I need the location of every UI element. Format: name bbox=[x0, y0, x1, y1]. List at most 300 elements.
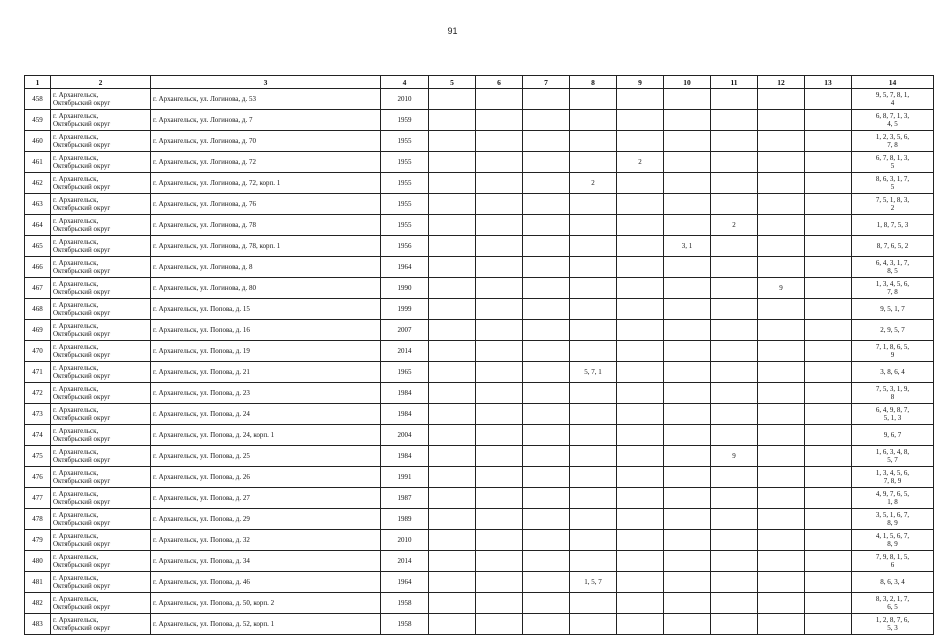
value-cell-9 bbox=[617, 509, 664, 530]
value-line: 8, 6, 3, 4 bbox=[880, 578, 905, 586]
value-line: 7, 5, 1, 8, 3, bbox=[875, 196, 910, 204]
value-cell-5 bbox=[429, 152, 476, 173]
value-cell-5 bbox=[429, 530, 476, 551]
value-cell-9: 2 bbox=[617, 152, 664, 173]
value-cell-10 bbox=[664, 341, 711, 362]
value-cell-8 bbox=[570, 467, 617, 488]
value-line: 8, 7, 6, 5, 2 bbox=[876, 242, 909, 250]
address-cell: г. Архангельск, ул. Попова, д. 24 bbox=[151, 404, 381, 425]
address-cell: г. Архангельск, ул. Попова, д. 16 bbox=[151, 320, 381, 341]
value-cell-14 bbox=[852, 551, 934, 572]
district-line: Октябрьский округ bbox=[53, 561, 111, 569]
value-cell-5 bbox=[429, 257, 476, 278]
value-cell-9 bbox=[617, 551, 664, 572]
value-cell-11 bbox=[711, 530, 758, 551]
value-cell-6 bbox=[476, 341, 523, 362]
value-cell-13 bbox=[805, 278, 852, 299]
year-cell: 2004 bbox=[381, 425, 429, 446]
value-cell-12 bbox=[758, 509, 805, 530]
row-number-cell: 476 bbox=[25, 467, 51, 488]
value-cell-13 bbox=[805, 89, 852, 110]
value-cell-7 bbox=[523, 341, 570, 362]
value-cell-7 bbox=[523, 299, 570, 320]
value-cell-12 bbox=[758, 299, 805, 320]
value-cell-14 bbox=[852, 173, 934, 194]
value-cell-13 bbox=[805, 131, 852, 152]
table-body bbox=[25, 89, 934, 635]
value-cell-11 bbox=[711, 236, 758, 257]
table-row bbox=[25, 341, 934, 362]
value-cell-8 bbox=[570, 593, 617, 614]
row-number-cell: 470 bbox=[25, 341, 51, 362]
value-cell-6 bbox=[476, 320, 523, 341]
district-line: Октябрьский округ bbox=[53, 330, 111, 338]
district-line: Октябрьский округ bbox=[53, 246, 111, 254]
value-cell-9 bbox=[617, 257, 664, 278]
year-cell: 1965 bbox=[381, 362, 429, 383]
district-cell bbox=[51, 110, 151, 131]
value-cell-5 bbox=[429, 215, 476, 236]
row-number-cell: 465 bbox=[25, 236, 51, 257]
value-cell-5 bbox=[429, 173, 476, 194]
value-line: 9, 5, 1, 7 bbox=[880, 305, 905, 313]
value-line: 7, 8 bbox=[887, 288, 898, 296]
district-line: Октябрьский округ bbox=[53, 456, 111, 464]
row-number-cell: 475 bbox=[25, 446, 51, 467]
value-line: 4, 9, 7, 6, 5, bbox=[875, 490, 910, 498]
value-cell-11 bbox=[711, 551, 758, 572]
table-row bbox=[25, 194, 934, 215]
value-line: 7, 8 bbox=[887, 141, 898, 149]
value-cell-8 bbox=[570, 299, 617, 320]
value-cell-14 bbox=[852, 509, 934, 530]
value-cell-5 bbox=[429, 446, 476, 467]
value-cell-6 bbox=[476, 404, 523, 425]
row-number-cell: 460 bbox=[25, 131, 51, 152]
table-row bbox=[25, 320, 934, 341]
district-line: г. Архангельск, bbox=[53, 322, 99, 330]
column-header: 2 bbox=[51, 76, 151, 89]
value-cell-11 bbox=[711, 383, 758, 404]
value-cell-13 bbox=[805, 551, 852, 572]
value-line: 5, 3 bbox=[887, 624, 898, 632]
value-line: 1, 8 bbox=[887, 498, 898, 506]
row-number-cell: 481 bbox=[25, 572, 51, 593]
address-cell: г. Архангельск, ул. Попова, д. 34 bbox=[151, 551, 381, 572]
value-cell-8 bbox=[570, 278, 617, 299]
value-cell-11 bbox=[711, 89, 758, 110]
address-cell: г. Архангельск, ул. Попова, д. 46 bbox=[151, 572, 381, 593]
value-cell-8 bbox=[570, 257, 617, 278]
district-line: Октябрьский округ bbox=[53, 351, 111, 359]
column-header: 10 bbox=[664, 76, 711, 89]
value-cell-9 bbox=[617, 530, 664, 551]
value-cell-12 bbox=[758, 89, 805, 110]
year-cell: 2010 bbox=[381, 530, 429, 551]
column-header: 13 bbox=[805, 76, 852, 89]
value-line: 6, 4, 3, 1, 7, bbox=[875, 259, 910, 267]
value-line: 6, 8, 7, 1, 3, bbox=[875, 112, 910, 120]
value-cell-11 bbox=[711, 152, 758, 173]
value-cell-9 bbox=[617, 488, 664, 509]
value-cell-5 bbox=[429, 614, 476, 635]
value-cell-9 bbox=[617, 89, 664, 110]
district-line: г. Архангельск, bbox=[53, 385, 99, 393]
value-cell-9 bbox=[617, 383, 664, 404]
value-cell-14 bbox=[852, 425, 934, 446]
district-cell bbox=[51, 593, 151, 614]
value-cell-12 bbox=[758, 215, 805, 236]
value-cell-11 bbox=[711, 425, 758, 446]
district-line: г. Архангельск, bbox=[53, 574, 99, 582]
table-row bbox=[25, 572, 934, 593]
value-line: 5, 1, 3 bbox=[883, 414, 902, 422]
value-line: 7, 9, 8, 1, 5, bbox=[875, 553, 910, 561]
year-cell: 1984 bbox=[381, 404, 429, 425]
value-cell-10 bbox=[664, 530, 711, 551]
value-cell-14 bbox=[852, 446, 934, 467]
value-cell-13 bbox=[805, 509, 852, 530]
row-number-cell: 467 bbox=[25, 278, 51, 299]
address-cell: г. Архангельск, ул. Попова, д. 52, корп. 1 bbox=[151, 614, 381, 635]
district-cell bbox=[51, 467, 151, 488]
value-cell-9 bbox=[617, 299, 664, 320]
value-cell-8 bbox=[570, 131, 617, 152]
value-cell-6 bbox=[476, 131, 523, 152]
value-cell-13 bbox=[805, 614, 852, 635]
year-cell: 1964 bbox=[381, 257, 429, 278]
district-cell bbox=[51, 572, 151, 593]
value-cell-7 bbox=[523, 278, 570, 299]
address-cell: г. Архангельск, ул. Попова, д. 50, корп. 2 bbox=[151, 593, 381, 614]
value-cell-13 bbox=[805, 488, 852, 509]
address-cell: г. Архангельск, ул. Попова, д. 27 bbox=[151, 488, 381, 509]
value-cell-12 bbox=[758, 131, 805, 152]
value-cell-5 bbox=[429, 362, 476, 383]
value-line: 7, 8, 9 bbox=[883, 477, 902, 485]
value-cell-7 bbox=[523, 89, 570, 110]
value-line: 5, 7 bbox=[887, 456, 898, 464]
value-line: 1, 2, 8, 7, 6, bbox=[875, 616, 910, 624]
value-cell-14 bbox=[852, 572, 934, 593]
value-cell-13 bbox=[805, 467, 852, 488]
district-line: Октябрьский округ bbox=[53, 120, 111, 128]
value-cell-14 bbox=[852, 488, 934, 509]
value-cell-7 bbox=[523, 572, 570, 593]
table-row bbox=[25, 89, 934, 110]
district-line: Октябрьский округ bbox=[53, 162, 111, 170]
value-cell-6 bbox=[476, 383, 523, 404]
value-cell-5 bbox=[429, 341, 476, 362]
value-cell-7 bbox=[523, 467, 570, 488]
value-line: 7, 1, 8, 6, 5, bbox=[875, 343, 910, 351]
value-cell-13 bbox=[805, 194, 852, 215]
value-cell-6 bbox=[476, 530, 523, 551]
column-header: 5 bbox=[429, 76, 476, 89]
value-cell-11 bbox=[711, 509, 758, 530]
address-cell: г. Архангельск, ул. Попова, д. 21 bbox=[151, 362, 381, 383]
column-header: 4 bbox=[381, 76, 429, 89]
value-cell-6 bbox=[476, 614, 523, 635]
district-line: г. Архангельск, bbox=[53, 532, 99, 540]
value-cell-8 bbox=[570, 152, 617, 173]
district-cell bbox=[51, 152, 151, 173]
address-cell: г. Архангельск, ул. Логинова, д. 78, корп. 1 bbox=[151, 236, 381, 257]
value-line: 5 bbox=[890, 162, 895, 170]
value-line: 6, 4, 9, 8, 7, bbox=[875, 406, 910, 414]
year-cell: 1989 bbox=[381, 509, 429, 530]
value-cell-9 bbox=[617, 215, 664, 236]
value-cell-14 bbox=[852, 299, 934, 320]
value-cell-10 bbox=[664, 425, 711, 446]
table-row bbox=[25, 467, 934, 488]
row-number-cell: 480 bbox=[25, 551, 51, 572]
value-cell-10: 3, 1 bbox=[664, 236, 711, 257]
value-cell-7 bbox=[523, 488, 570, 509]
year-cell: 1958 bbox=[381, 593, 429, 614]
district-line: г. Архангельск, bbox=[53, 406, 99, 414]
value-cell-8 bbox=[570, 215, 617, 236]
value-cell-7 bbox=[523, 110, 570, 131]
value-line: 5 bbox=[890, 183, 895, 191]
value-cell-6 bbox=[476, 89, 523, 110]
value-cell-12 bbox=[758, 341, 805, 362]
address-cell: г. Архангельск, ул. Попова, д. 23 bbox=[151, 383, 381, 404]
district-cell bbox=[51, 215, 151, 236]
value-cell-11 bbox=[711, 320, 758, 341]
value-cell-7 bbox=[523, 131, 570, 152]
value-cell-10 bbox=[664, 131, 711, 152]
value-cell-9 bbox=[617, 173, 664, 194]
value-cell-7 bbox=[523, 530, 570, 551]
table-row bbox=[25, 593, 934, 614]
district-line: г. Архангельск, bbox=[53, 595, 99, 603]
value-cell-5 bbox=[429, 593, 476, 614]
value-cell-10 bbox=[664, 194, 711, 215]
value-cell-14 bbox=[852, 362, 934, 383]
value-cell-5 bbox=[429, 89, 476, 110]
value-cell-8 bbox=[570, 194, 617, 215]
row-number-cell: 461 bbox=[25, 152, 51, 173]
value-cell-8 bbox=[570, 110, 617, 131]
district-cell bbox=[51, 509, 151, 530]
value-cell-12 bbox=[758, 572, 805, 593]
value-cell-13 bbox=[805, 425, 852, 446]
district-cell bbox=[51, 131, 151, 152]
value-cell-12 bbox=[758, 152, 805, 173]
value-cell-10 bbox=[664, 509, 711, 530]
value-line: 7, 5, 3, 1, 9, bbox=[875, 385, 910, 393]
value-cell-12 bbox=[758, 404, 805, 425]
value-cell-11 bbox=[711, 404, 758, 425]
value-cell-12 bbox=[758, 593, 805, 614]
value-cell-6 bbox=[476, 299, 523, 320]
value-cell-11 bbox=[711, 173, 758, 194]
value-cell-14 bbox=[852, 152, 934, 173]
value-cell-5 bbox=[429, 425, 476, 446]
value-cell-13 bbox=[805, 110, 852, 131]
value-cell-9 bbox=[617, 572, 664, 593]
district-line: г. Архангельск, bbox=[53, 91, 99, 99]
value-cell-11 bbox=[711, 278, 758, 299]
district-line: Октябрьский округ bbox=[53, 183, 111, 191]
district-line: Октябрьский округ bbox=[53, 498, 111, 506]
district-cell bbox=[51, 425, 151, 446]
value-cell-12 bbox=[758, 530, 805, 551]
value-cell-7 bbox=[523, 383, 570, 404]
value-line: 8, 6, 3, 1, 7, bbox=[875, 175, 910, 183]
table-row bbox=[25, 383, 934, 404]
district-cell bbox=[51, 551, 151, 572]
district-line: г. Архангельск, bbox=[53, 616, 99, 624]
address-cell: г. Архангельск, ул. Попова, д. 19 bbox=[151, 341, 381, 362]
row-number-cell: 464 bbox=[25, 215, 51, 236]
value-cell-14 bbox=[852, 530, 934, 551]
column-header: 11 bbox=[711, 76, 758, 89]
district-cell bbox=[51, 236, 151, 257]
year-cell: 2007 bbox=[381, 320, 429, 341]
district-line: г. Архангельск, bbox=[53, 196, 99, 204]
value-cell-7 bbox=[523, 509, 570, 530]
address-cell: г. Архангельск, ул. Логинова, д. 72 bbox=[151, 152, 381, 173]
row-number-cell: 471 bbox=[25, 362, 51, 383]
district-line: г. Архангельск, bbox=[53, 343, 99, 351]
value-cell-8 bbox=[570, 236, 617, 257]
table-row bbox=[25, 551, 934, 572]
district-line: Октябрьский округ bbox=[53, 372, 111, 380]
value-cell-6 bbox=[476, 257, 523, 278]
value-cell-13 bbox=[805, 320, 852, 341]
value-line: 1, 2, 3, 5, 6, bbox=[875, 133, 910, 141]
value-cell-8 bbox=[570, 341, 617, 362]
value-cell-8 bbox=[570, 509, 617, 530]
district-line: г. Архангельск, bbox=[53, 259, 99, 267]
value-line: 6, 7, 8, 1, 3, bbox=[875, 154, 910, 162]
value-cell-14 bbox=[852, 257, 934, 278]
row-number-cell: 477 bbox=[25, 488, 51, 509]
year-cell: 2010 bbox=[381, 89, 429, 110]
district-line: Октябрьский округ bbox=[53, 288, 111, 296]
value-cell-12: 9 bbox=[758, 278, 805, 299]
value-cell-14 bbox=[852, 383, 934, 404]
district-cell bbox=[51, 89, 151, 110]
district-line: г. Архангельск, bbox=[53, 553, 99, 561]
address-cell: г. Архангельск, ул. Попова, д. 32 bbox=[151, 530, 381, 551]
table-row bbox=[25, 404, 934, 425]
value-cell-10 bbox=[664, 173, 711, 194]
value-cell-6 bbox=[476, 551, 523, 572]
district-cell bbox=[51, 383, 151, 404]
value-cell-10 bbox=[664, 362, 711, 383]
address-cell: г. Архангельск, ул. Логинова, д. 72, корп. 1 bbox=[151, 173, 381, 194]
district-cell bbox=[51, 614, 151, 635]
value-cell-7 bbox=[523, 446, 570, 467]
column-header: 14 bbox=[852, 76, 934, 89]
value-cell-14 bbox=[852, 593, 934, 614]
value-cell-7 bbox=[523, 551, 570, 572]
value-cell-8: 1, 5, 7 bbox=[570, 572, 617, 593]
table-row bbox=[25, 257, 934, 278]
district-line: Октябрьский округ bbox=[53, 99, 111, 107]
value-cell-10 bbox=[664, 320, 711, 341]
row-number-cell: 469 bbox=[25, 320, 51, 341]
value-cell-11: 2 bbox=[711, 215, 758, 236]
value-cell-12 bbox=[758, 383, 805, 404]
table-row bbox=[25, 614, 934, 635]
value-cell-6 bbox=[476, 572, 523, 593]
value-cell-9 bbox=[617, 467, 664, 488]
value-cell-12 bbox=[758, 467, 805, 488]
value-cell-13 bbox=[805, 236, 852, 257]
value-cell-12 bbox=[758, 446, 805, 467]
value-cell-8 bbox=[570, 614, 617, 635]
row-number-cell: 468 bbox=[25, 299, 51, 320]
value-cell-8 bbox=[570, 404, 617, 425]
value-line: 1, 8, 7, 5, 3 bbox=[876, 221, 909, 229]
column-header: 9 bbox=[617, 76, 664, 89]
value-cell-8 bbox=[570, 89, 617, 110]
value-cell-7 bbox=[523, 362, 570, 383]
district-cell bbox=[51, 446, 151, 467]
table-row bbox=[25, 173, 934, 194]
district-cell bbox=[51, 194, 151, 215]
value-cell-14 bbox=[852, 89, 934, 110]
value-cell-9 bbox=[617, 446, 664, 467]
year-cell: 1984 bbox=[381, 446, 429, 467]
value-cell-7 bbox=[523, 404, 570, 425]
row-number-cell: 478 bbox=[25, 509, 51, 530]
table-row bbox=[25, 488, 934, 509]
year-cell: 1958 bbox=[381, 614, 429, 635]
address-cell: г. Архангельск, ул. Попова, д. 15 bbox=[151, 299, 381, 320]
district-line: Октябрьский округ bbox=[53, 477, 111, 485]
value-cell-5 bbox=[429, 131, 476, 152]
value-cell-9 bbox=[617, 278, 664, 299]
value-cell-14 bbox=[852, 614, 934, 635]
table-row bbox=[25, 446, 934, 467]
value-cell-11 bbox=[711, 299, 758, 320]
value-cell-8 bbox=[570, 425, 617, 446]
table-row bbox=[25, 299, 934, 320]
value-cell-6 bbox=[476, 152, 523, 173]
column-header: 6 bbox=[476, 76, 523, 89]
value-cell-10 bbox=[664, 152, 711, 173]
value-cell-8: 2 bbox=[570, 173, 617, 194]
value-cell-5 bbox=[429, 383, 476, 404]
value-line: 4 bbox=[890, 99, 895, 107]
district-line: г. Архангельск, bbox=[53, 175, 99, 183]
value-cell-13 bbox=[805, 215, 852, 236]
value-cell-8: 5, 7, 1 bbox=[570, 362, 617, 383]
value-cell-8 bbox=[570, 530, 617, 551]
district-line: Октябрьский округ bbox=[53, 309, 111, 317]
value-cell-12 bbox=[758, 551, 805, 572]
row-number-cell: 462 bbox=[25, 173, 51, 194]
value-line: 3, 5, 1, 6, 7, bbox=[875, 511, 910, 519]
column-header: 7 bbox=[523, 76, 570, 89]
value-cell-14 bbox=[852, 278, 934, 299]
value-cell-12 bbox=[758, 614, 805, 635]
district-line: г. Архангельск, bbox=[53, 448, 99, 456]
value-cell-6 bbox=[476, 467, 523, 488]
value-cell-13 bbox=[805, 446, 852, 467]
district-line: г. Архангельск, bbox=[53, 469, 99, 477]
year-cell: 1959 bbox=[381, 110, 429, 131]
value-cell-11 bbox=[711, 110, 758, 131]
row-number-cell: 459 bbox=[25, 110, 51, 131]
value-cell-11: 9 bbox=[711, 446, 758, 467]
district-cell bbox=[51, 299, 151, 320]
